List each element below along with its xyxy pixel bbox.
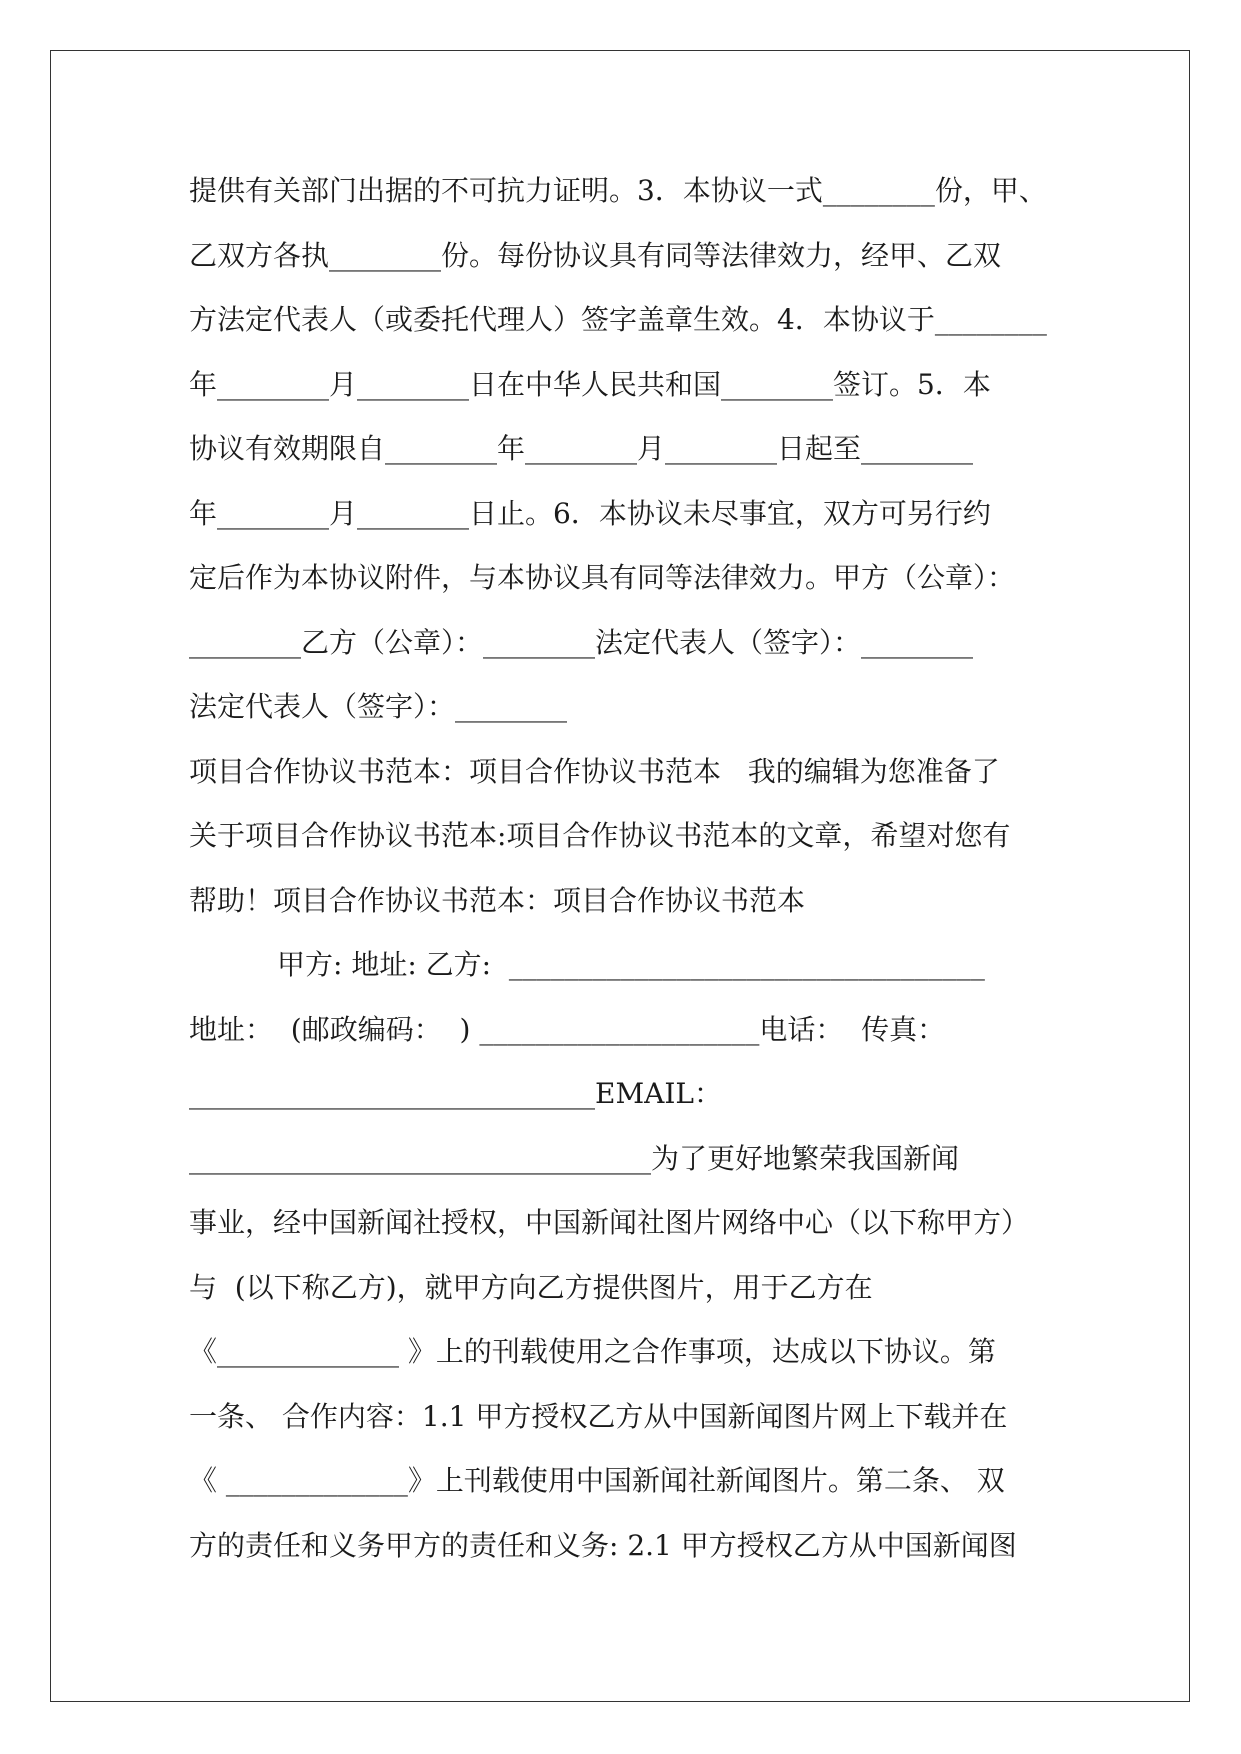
text-line: 法定代表人（签字）：________ xyxy=(189,690,568,723)
text-line: 乙双方各执________份。每份协议具有同等法律效力，经甲、乙双 xyxy=(189,238,1002,272)
text-line: _________________________________为了更好地繁荣我国新闻 xyxy=(189,1141,960,1175)
text-line: 提供有关部门出据的不可抗力证明。3．本协议一式________份，甲、 xyxy=(189,174,1047,207)
text-line: 《 _____________》上刊载使用中国新闻社新闻图片。第二条、 双 xyxy=(189,1464,1005,1497)
text-line: 关于项目合作协议书范本:项目合作协议书范本的文章，希望对您有 xyxy=(189,819,1011,852)
text-line: 《_____________ 》上的刊载使用之合作事项，达成以下协议。第 xyxy=(189,1335,996,1368)
text-line: 年________月________日在中华人民共和国________签订。5．本 xyxy=(189,367,991,401)
text-line: 事业，经中国新闻社授权，中国新闻社图片网络中心（以下称甲方） xyxy=(189,1206,1030,1239)
text-line: _____________________________EMAIL： xyxy=(189,1077,722,1110)
text-line: 与 (以下称乙方)，就甲方向乙方提供图片，用于乙方在 xyxy=(189,1270,873,1304)
text-line: 方法定代表人（或委托代理人）签字盖章生效。4．本协议于________ xyxy=(189,303,1047,336)
text-line: 地址： (邮政编码： ) ____________________电话： 传真： xyxy=(189,1012,946,1046)
text-line: 协议有效期限自________年________月________日起至________ xyxy=(189,432,974,465)
document-body xyxy=(189,159,1069,1578)
text-line: 方的责任和义务甲方的责任和义务: 2.1 甲方授权乙方从中国新闻图 xyxy=(189,1528,1017,1562)
text-line: 甲方: 地址: 乙方: __________________________________ xyxy=(277,948,985,981)
text-line: 年________月________日止。6．本协议未尽事宜，双方可另行约 xyxy=(189,496,991,530)
text-line: 项目合作协议书范本：项目合作协议书范本 我的编辑为您准备了 xyxy=(189,754,1000,788)
text-line: 帮助！项目合作协议书范本：项目合作协议书范本 xyxy=(189,883,806,917)
text-line: 一条、 合作内容：1.1 甲方授权乙方从中国新闻图片网上下载并在 xyxy=(189,1399,1008,1433)
text-line: 定后作为本协议附件，与本协议具有同等法律效力。甲方（公章）： xyxy=(189,561,1016,594)
text-line: ________乙方（公章）：________法定代表人（签字）：________ xyxy=(189,625,974,659)
